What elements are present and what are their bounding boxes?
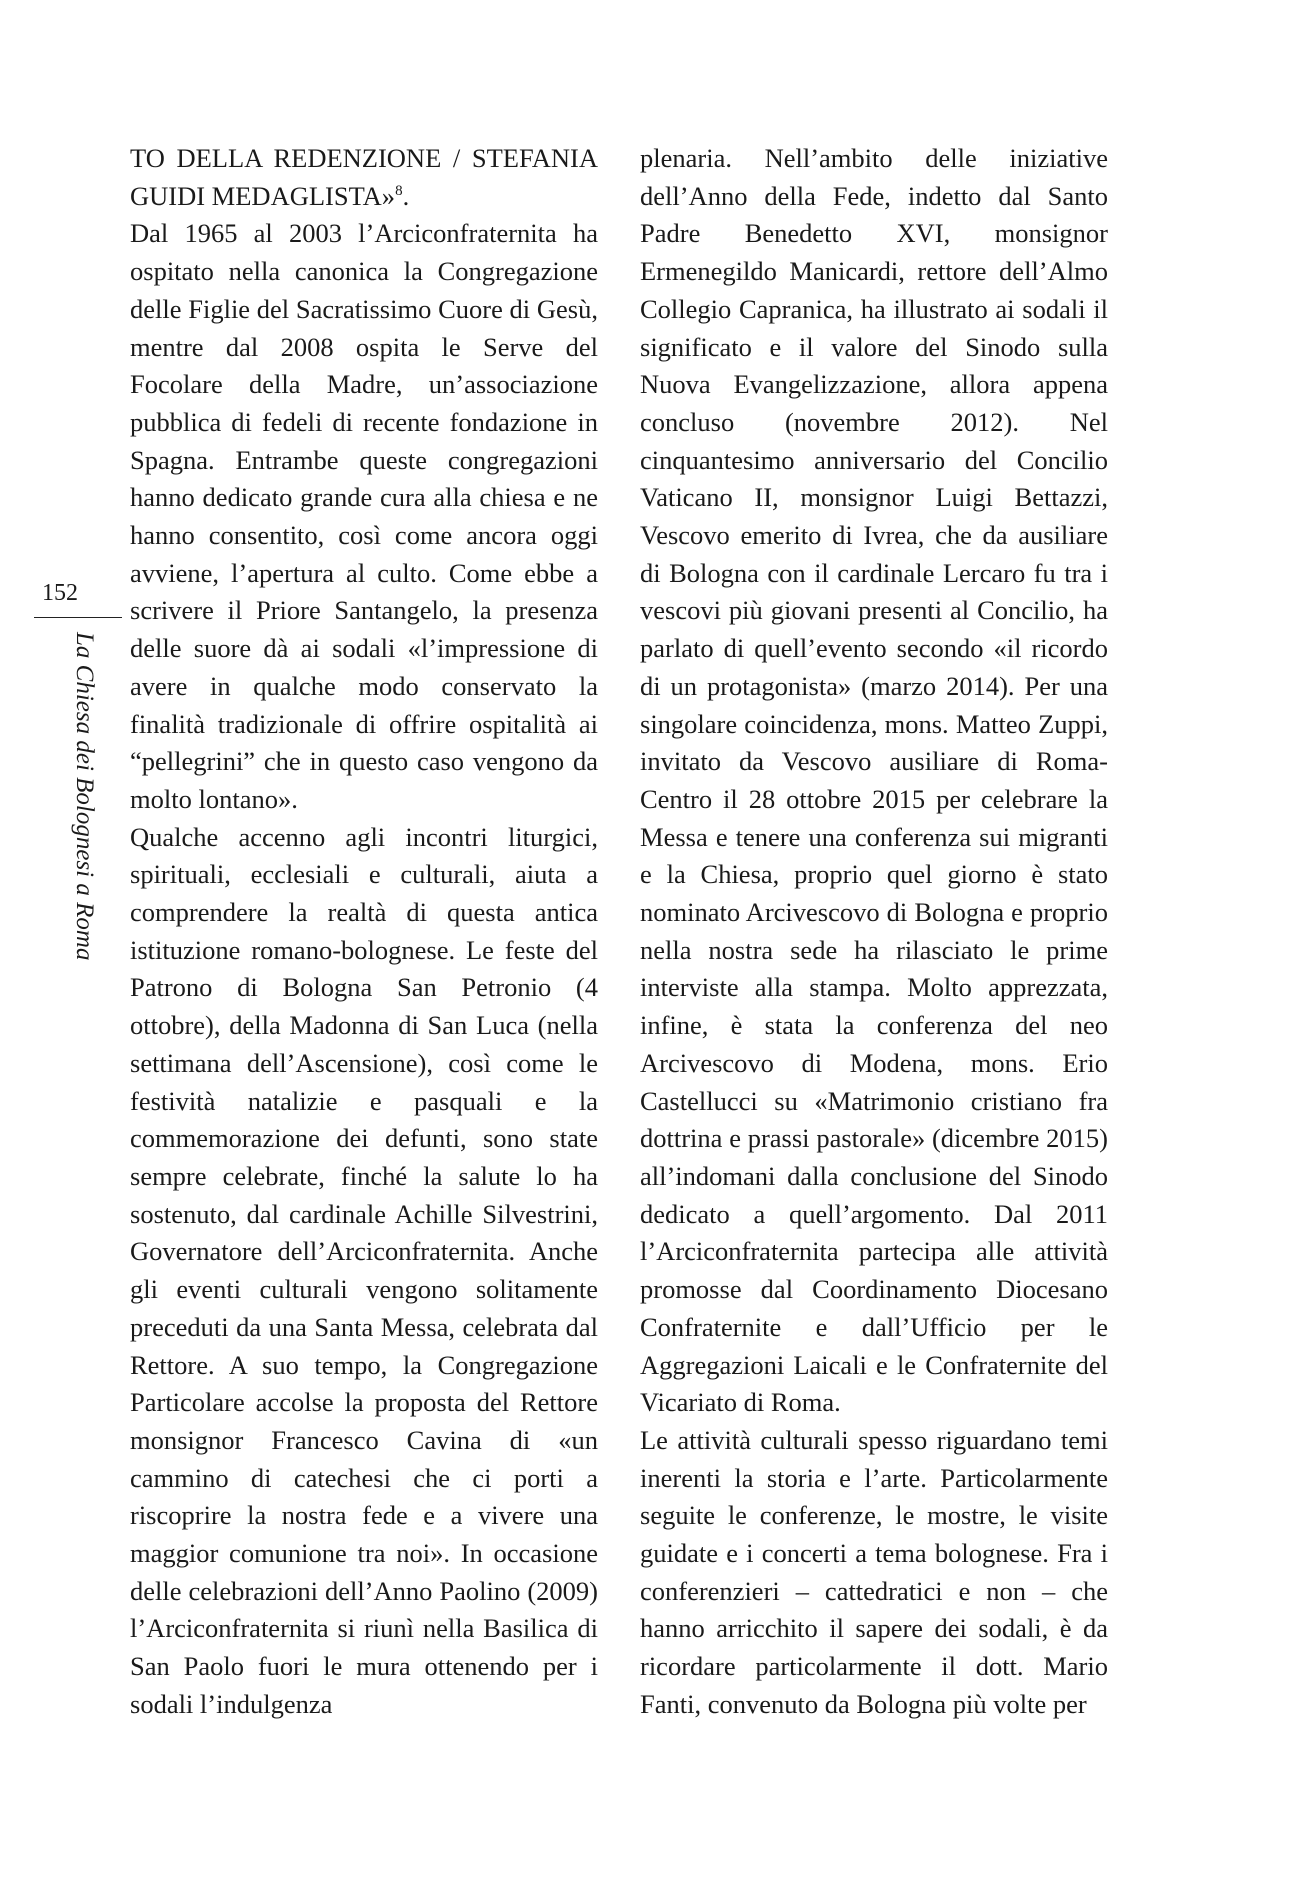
paragraph: Dal 1965 al 2003 l’Arciconfraternita ha ospitato nella canonica la Congregazione delle Figlie del Sacratissimo Cuore di Gesù, mentre dal 2008 ospita le Serve del Focolare della Madre, un’associazione pubblica di fedeli di recente fondazione in Spagna. Entrambe queste congregazioni hanno dedicato grande cura alla chiesa e ne hanno consentito, così come ancora oggi avviene, l’apertura al culto. Come ebbe a scrivere il Priore Santangelo, la presenza delle suore dà ai sodali «l’impressione di avere in qualche modo conservato la finalità tradizionale di offrire ospitalità ai “pellegrini” che in questo caso vengono da molto lontano».: [130, 218, 598, 814]
footnote-marker: 8: [395, 182, 403, 199]
running-title: La Chiesa dei Bolognesi a Roma: [71, 632, 98, 961]
paragraph: plenaria. Nell’ambito delle iniziative dell’Anno della Fede, indetto dal Santo Padre Benedetto XVI, monsignor Ermenegildo Manicardi, rettore dell’Almo Collegio Capranica, ha illustrato ai sodali il significato e il valore del Sinodo sulla Nuova Evangelizzazione, allora appena concluso (novembre 2012). Nel cinquantesimo anniversario del Concilio Vaticano II, monsignor Luigi Bettazzi, Vescovo emerito di Ivrea, che da ausiliare di Bologna con il cardinale Lercaro fu tra i vescovi più giovani presenti al Concilio, ha parlato di quell’evento secondo «il ricordo di un protagonista» (marzo 2014). Per una singolare coincidenza, mons. Matteo Zuppi, invitato da Vescovo ausiliare di Roma-Centro il 28 ottobre 2015 per celebrare la Messa e tenere una conferenza sui migranti e la Chiesa, proprio quel giorno è stato nominato Arcivescovo di Bologna e proprio nella nostra sede ha rilasciato le prime interviste alla stampa. Molto apprezzata, infine, è stata la conferenza del neo Arcivescovo di Modena, mons. Erio Castellucci su «Matrimonio cristiano fra dottrina e prassi pastorale» (dicembre 2015) all’indomani dalla conclusione del Sinodo dedicato a quell’argomento. Dal 2011 l’Arciconfraternita partecipa alle attività promosse dal Coordinamento Diocesano Confraternite e dall’Ufficio per le Aggregazioni Laicali e le Confraternite del Vicariato di Roma.: [640, 143, 1108, 1418]
right-column: [640, 140, 1108, 1724]
margin-rule: [34, 617, 122, 618]
page-number: 152: [42, 580, 78, 606]
paragraph-text: .: [402, 180, 410, 211]
paragraph: [130, 140, 598, 215]
paragraph-text: TO DELLA REDENZIONE / STEFANIA GUIDI MEDAGLISTA»: [130, 143, 598, 211]
paragraph: Qualche accenno agli incontri liturgici, spirituali, ecclesiali e culturali, aiuta a comprendere la realtà di questa antica istituzione romano-bolognese. Le feste del Patrono di Bologna San Petronio (4 ottobre), della Madonna di San Luca (nella settimana dell’Ascensione), così come le festività natalizie e pasquali e la commemorazione dei defunti, sono state sempre celebrate, finché la salute lo ha sostenuto, dal cardinale Achille Silvestrini, Governatore dell’Arciconfraternita. Anche gli eventi culturali vengono solitamente preceduti da una Santa Messa, celebrata dal Rettore. A suo tempo, la Congregazione Particolare accolse la proposta del Rettore monsignor Francesco Cavina di «un cammino di catechesi che ci porti a riscoprire la nostra fede e a vivere una maggior comunione tra noi». In occasione delle celebrazioni dell’Anno Paolino (2009) l’Arciconfraternita si riunì nella Basilica di San Paolo fuori le mura ottenendo per i sodali l’indulgenza: [130, 821, 598, 1719]
paragraph: Le attività culturali spesso riguardano temi inerenti la storia e l’arte. Particolarmente seguite le conferenze, le mostre, le visite guidate e i concerti a tema bolognese. Fra i conferenzieri – cattedratici e non – che hanno arricchito il sapere dei sodali, è da ricordare particolarmente il dott. Mario Fanti, convenuto da Bologna più volte per: [640, 1424, 1108, 1719]
left-column: [130, 140, 598, 1724]
